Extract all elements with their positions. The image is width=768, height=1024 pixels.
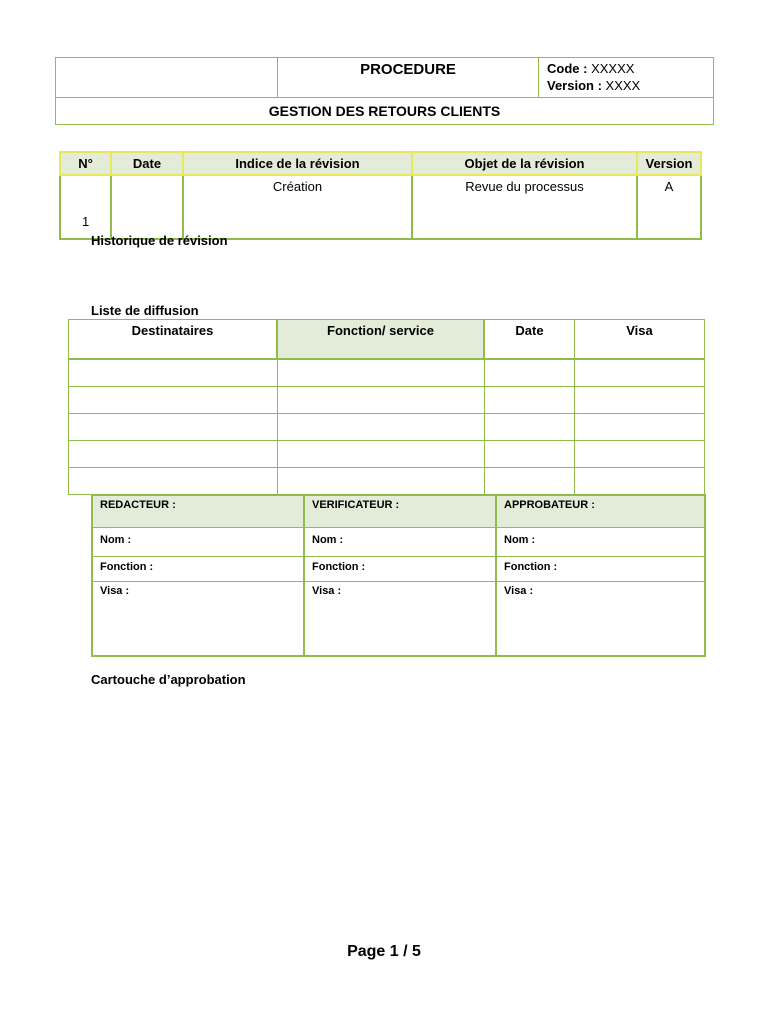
diff-cell[interactable] bbox=[69, 359, 278, 387]
diff-cell[interactable] bbox=[277, 359, 484, 387]
document-header-table bbox=[55, 57, 714, 125]
diff-cell[interactable] bbox=[575, 441, 705, 468]
table-row bbox=[92, 582, 705, 657]
code-version-cell bbox=[539, 58, 714, 98]
rev-cell-objet: Revue du processus bbox=[412, 175, 637, 239]
diff-header-date: Date bbox=[484, 320, 575, 360]
appr-visa-verificateur[interactable]: Visa : bbox=[304, 582, 496, 657]
code-label: Code : bbox=[547, 61, 588, 76]
appr-visa-redacteur[interactable]: Visa : bbox=[92, 582, 304, 657]
cartouche-label: Cartouche d’approbation bbox=[91, 672, 246, 687]
diff-cell[interactable] bbox=[484, 359, 575, 387]
version-label: Version : bbox=[547, 78, 602, 93]
rev-header-version: Version bbox=[637, 152, 701, 175]
diff-cell[interactable] bbox=[277, 441, 484, 468]
header-logo-cell bbox=[56, 58, 278, 98]
diff-cell[interactable] bbox=[69, 441, 278, 468]
appr-header-redacteur: REDACTEUR : bbox=[92, 495, 304, 528]
diff-cell[interactable] bbox=[484, 468, 575, 495]
diff-cell[interactable] bbox=[484, 441, 575, 468]
rev-cell-date bbox=[111, 175, 183, 239]
version-value: XXXX bbox=[605, 78, 641, 93]
diff-cell[interactable] bbox=[69, 468, 278, 495]
table-row bbox=[69, 359, 705, 387]
table-row bbox=[60, 175, 701, 239]
diff-cell[interactable] bbox=[277, 468, 484, 495]
rev-header-num: N° bbox=[60, 152, 111, 175]
table-row bbox=[69, 414, 705, 441]
diff-cell[interactable] bbox=[484, 414, 575, 441]
appr-visa-approbateur[interactable]: Visa : bbox=[496, 582, 705, 657]
appr-header-verificateur: VERIFICATEUR : bbox=[304, 495, 496, 528]
rev-cell-num: 1 bbox=[60, 175, 111, 239]
table-row bbox=[69, 441, 705, 468]
document-subtitle: GESTION DES RETOURS CLIENTS bbox=[56, 98, 714, 125]
code-value: XXXXX bbox=[591, 61, 635, 76]
table-row bbox=[69, 387, 705, 414]
rev-cell-version: A bbox=[637, 175, 701, 239]
rev-header-date: Date bbox=[111, 152, 183, 175]
diff-cell[interactable] bbox=[575, 414, 705, 441]
appr-header-approbateur: APPROBATEUR : bbox=[496, 495, 705, 528]
appr-fonction-verificateur[interactable]: Fonction : bbox=[304, 557, 496, 582]
appr-nom-approbateur[interactable]: Nom : bbox=[496, 528, 705, 557]
appr-fonction-approbateur[interactable]: Fonction : bbox=[496, 557, 705, 582]
table-row bbox=[92, 528, 705, 557]
table-row bbox=[92, 557, 705, 582]
diff-cell[interactable] bbox=[575, 468, 705, 495]
table-row bbox=[69, 468, 705, 495]
diff-cell[interactable] bbox=[69, 387, 278, 414]
diffusion-table bbox=[68, 319, 705, 495]
diff-header-destinataires: Destinataires bbox=[69, 320, 278, 360]
approval-table bbox=[91, 494, 706, 657]
appr-fonction-redacteur[interactable]: Fonction : bbox=[92, 557, 304, 582]
page-number: Page 1 / 5 bbox=[347, 943, 421, 960]
diff-cell[interactable] bbox=[277, 387, 484, 414]
diff-cell[interactable] bbox=[575, 387, 705, 414]
diff-cell[interactable] bbox=[69, 414, 278, 441]
appr-nom-verificateur[interactable]: Nom : bbox=[304, 528, 496, 557]
rev-header-indice: Indice de la révision bbox=[183, 152, 412, 175]
revision-table bbox=[59, 151, 702, 240]
diff-header-visa: Visa bbox=[575, 320, 705, 360]
diff-cell[interactable] bbox=[575, 359, 705, 387]
appr-nom-redacteur[interactable]: Nom : bbox=[92, 528, 304, 557]
rev-cell-indice: Création bbox=[183, 175, 412, 239]
diff-cell[interactable] bbox=[277, 414, 484, 441]
diff-header-fonction: Fonction/ service bbox=[277, 320, 484, 360]
procedure-title: PROCEDURE bbox=[278, 58, 539, 98]
historique-label: Historique de révision bbox=[91, 233, 228, 248]
diffusion-label: Liste de diffusion bbox=[91, 303, 199, 318]
rev-header-objet: Objet de la révision bbox=[412, 152, 637, 175]
diff-cell[interactable] bbox=[484, 387, 575, 414]
